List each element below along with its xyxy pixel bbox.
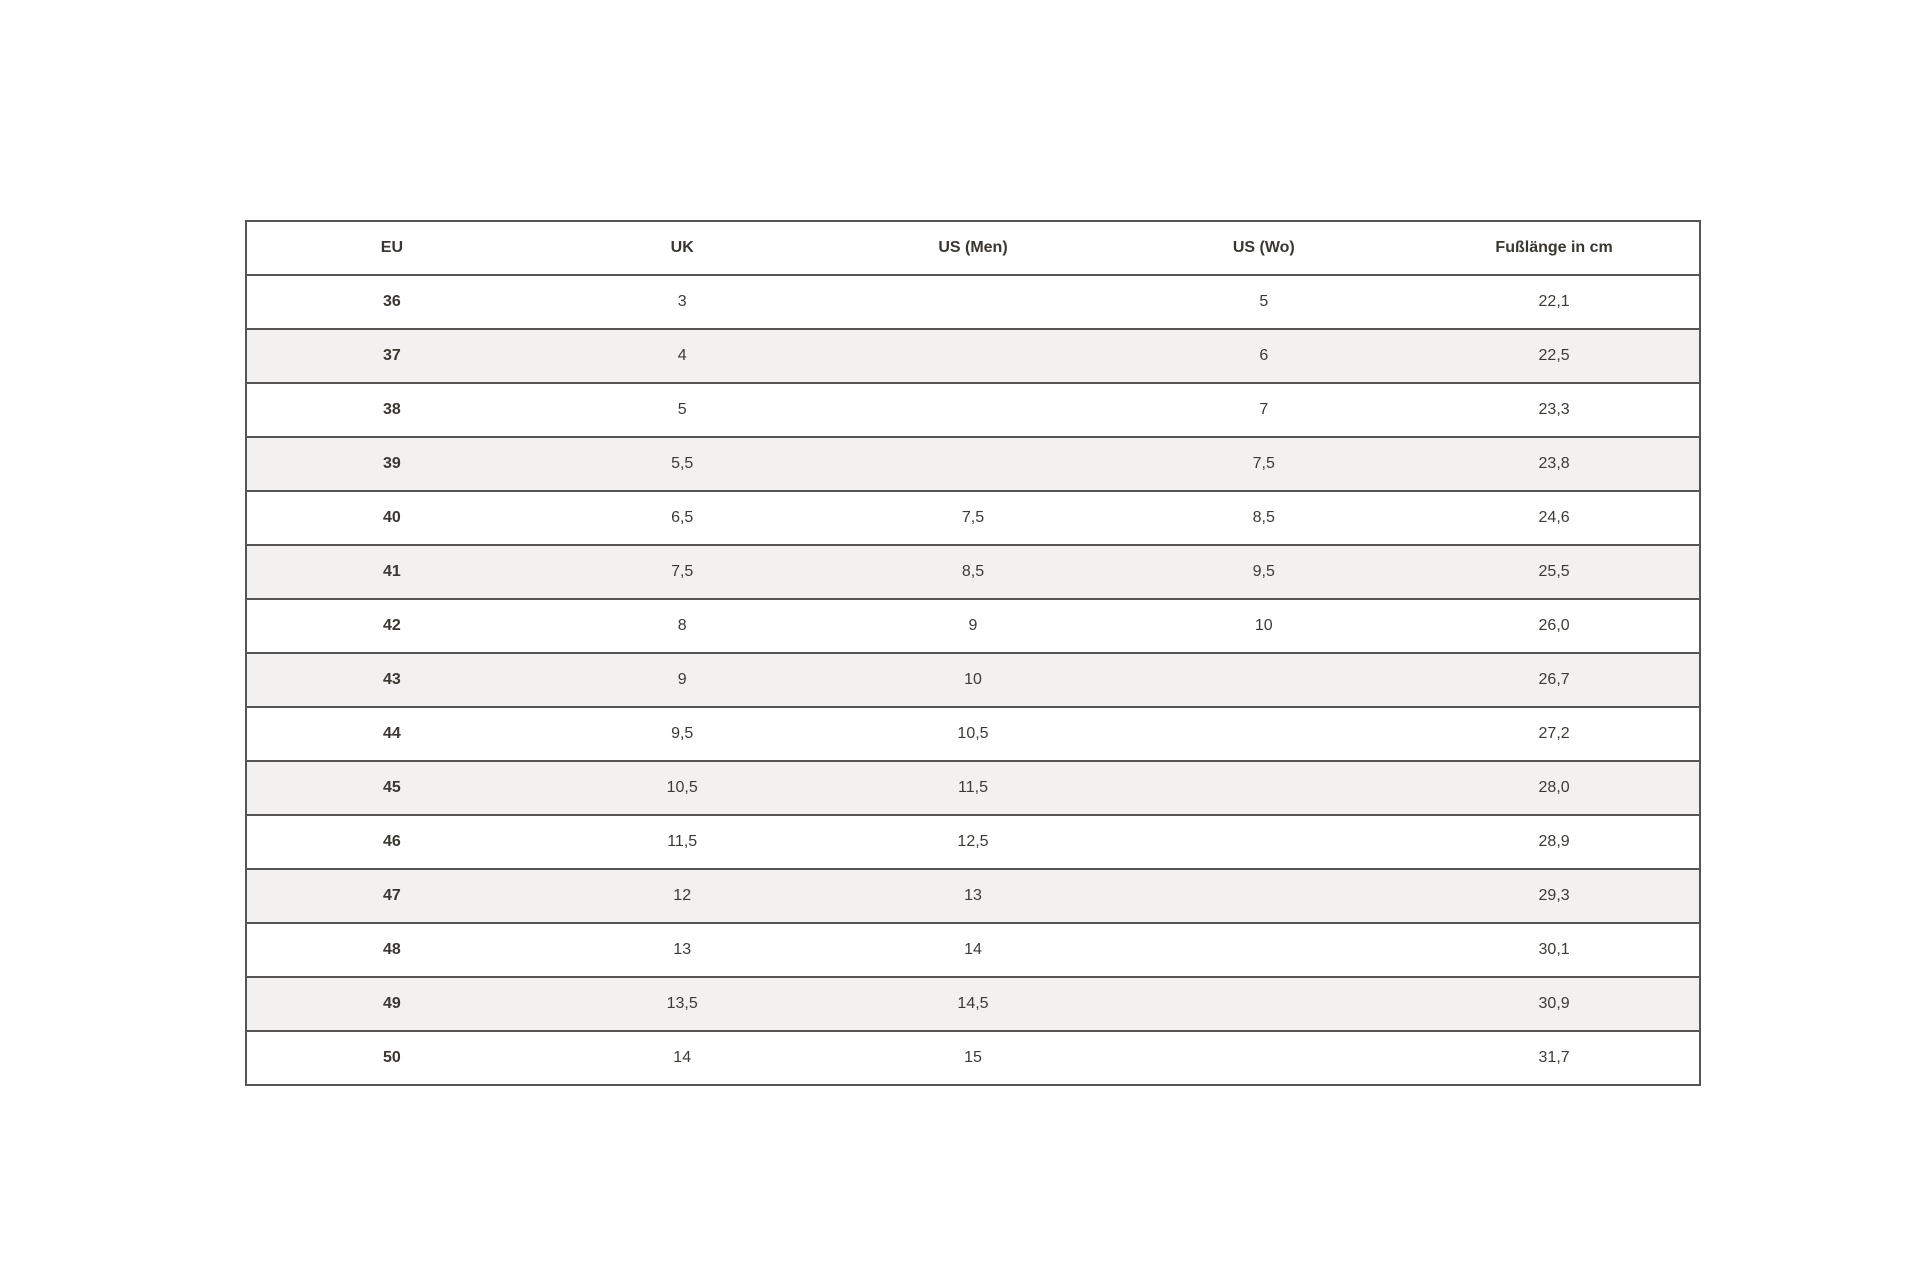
- table-header: [246, 221, 1700, 275]
- cell-foot-length: 28,9: [1409, 815, 1700, 869]
- cell-us-women: 9,5: [1118, 545, 1409, 599]
- cell-us-women: [1118, 923, 1409, 977]
- cell-foot-length: 26,7: [1409, 653, 1700, 707]
- cell-eu: 46: [246, 815, 537, 869]
- cell-us-women: [1118, 1031, 1409, 1085]
- table-row: [246, 923, 1700, 977]
- table-row: [246, 491, 1700, 545]
- cell-foot-length: 31,7: [1409, 1031, 1700, 1085]
- cell-us-men: [828, 275, 1119, 329]
- table-row: [246, 1031, 1700, 1085]
- cell-us-women: 6: [1118, 329, 1409, 383]
- cell-foot-length: 30,9: [1409, 977, 1700, 1031]
- table-row: [246, 275, 1700, 329]
- cell-us-women: 10: [1118, 599, 1409, 653]
- cell-eu: 45: [246, 761, 537, 815]
- cell-eu: 44: [246, 707, 537, 761]
- cell-uk: 6,5: [537, 491, 828, 545]
- table-row: [246, 383, 1700, 437]
- header-us-men: US (Men): [828, 221, 1119, 275]
- table-row: [246, 761, 1700, 815]
- cell-us-women: [1118, 761, 1409, 815]
- cell-uk: 4: [537, 329, 828, 383]
- cell-uk: 13: [537, 923, 828, 977]
- table-row: [246, 653, 1700, 707]
- cell-eu: 43: [246, 653, 537, 707]
- cell-us-men: 13: [828, 869, 1119, 923]
- cell-us-women: 7,5: [1118, 437, 1409, 491]
- table-row: [246, 599, 1700, 653]
- table-body: [246, 275, 1700, 1085]
- cell-uk: 5: [537, 383, 828, 437]
- cell-eu: 50: [246, 1031, 537, 1085]
- table-row: [246, 545, 1700, 599]
- cell-foot-length: 23,3: [1409, 383, 1700, 437]
- cell-foot-length: 30,1: [1409, 923, 1700, 977]
- cell-us-men: 11,5: [828, 761, 1119, 815]
- cell-eu: 40: [246, 491, 537, 545]
- cell-eu: 36: [246, 275, 537, 329]
- cell-foot-length: 28,0: [1409, 761, 1700, 815]
- cell-foot-length: 27,2: [1409, 707, 1700, 761]
- cell-eu: 42: [246, 599, 537, 653]
- cell-eu: 38: [246, 383, 537, 437]
- cell-foot-length: 26,0: [1409, 599, 1700, 653]
- cell-us-women: 5: [1118, 275, 1409, 329]
- cell-uk: 10,5: [537, 761, 828, 815]
- cell-us-men: 10,5: [828, 707, 1119, 761]
- header-row: [246, 221, 1700, 275]
- table-row: [246, 815, 1700, 869]
- cell-foot-length: 29,3: [1409, 869, 1700, 923]
- cell-us-women: [1118, 707, 1409, 761]
- cell-eu: 48: [246, 923, 537, 977]
- cell-us-men: 12,5: [828, 815, 1119, 869]
- cell-us-women: [1118, 977, 1409, 1031]
- cell-us-women: [1118, 653, 1409, 707]
- size-chart-table: [245, 220, 1701, 1086]
- table-row: [246, 977, 1700, 1031]
- cell-eu: 41: [246, 545, 537, 599]
- cell-us-men: 7,5: [828, 491, 1119, 545]
- cell-us-men: 14,5: [828, 977, 1119, 1031]
- cell-uk: 13,5: [537, 977, 828, 1031]
- cell-us-men: 14: [828, 923, 1119, 977]
- cell-foot-length: 23,8: [1409, 437, 1700, 491]
- cell-us-men: [828, 437, 1119, 491]
- cell-us-men: [828, 329, 1119, 383]
- header-uk: UK: [537, 221, 828, 275]
- cell-eu: 37: [246, 329, 537, 383]
- cell-us-men: [828, 383, 1119, 437]
- cell-uk: 9,5: [537, 707, 828, 761]
- cell-foot-length: 25,5: [1409, 545, 1700, 599]
- cell-uk: 8: [537, 599, 828, 653]
- cell-uk: 3: [537, 275, 828, 329]
- cell-us-women: 7: [1118, 383, 1409, 437]
- cell-us-women: [1118, 869, 1409, 923]
- table-row: [246, 437, 1700, 491]
- cell-uk: 9: [537, 653, 828, 707]
- cell-foot-length: 24,6: [1409, 491, 1700, 545]
- cell-us-men: 10: [828, 653, 1119, 707]
- cell-eu: 39: [246, 437, 537, 491]
- table-row: [246, 329, 1700, 383]
- cell-eu: 49: [246, 977, 537, 1031]
- header-foot-length: Fußlänge in cm: [1409, 221, 1700, 275]
- cell-us-men: 15: [828, 1031, 1119, 1085]
- table-row: [246, 707, 1700, 761]
- cell-us-men: 8,5: [828, 545, 1119, 599]
- cell-us-men: 9: [828, 599, 1119, 653]
- cell-us-women: 8,5: [1118, 491, 1409, 545]
- header-eu: EU: [246, 221, 537, 275]
- cell-uk: 11,5: [537, 815, 828, 869]
- cell-uk: 5,5: [537, 437, 828, 491]
- cell-uk: 7,5: [537, 545, 828, 599]
- cell-foot-length: 22,1: [1409, 275, 1700, 329]
- cell-uk: 12: [537, 869, 828, 923]
- table-row: [246, 869, 1700, 923]
- cell-eu: 47: [246, 869, 537, 923]
- header-us-women: US (Wo): [1118, 221, 1409, 275]
- cell-uk: 14: [537, 1031, 828, 1085]
- cell-us-women: [1118, 815, 1409, 869]
- cell-foot-length: 22,5: [1409, 329, 1700, 383]
